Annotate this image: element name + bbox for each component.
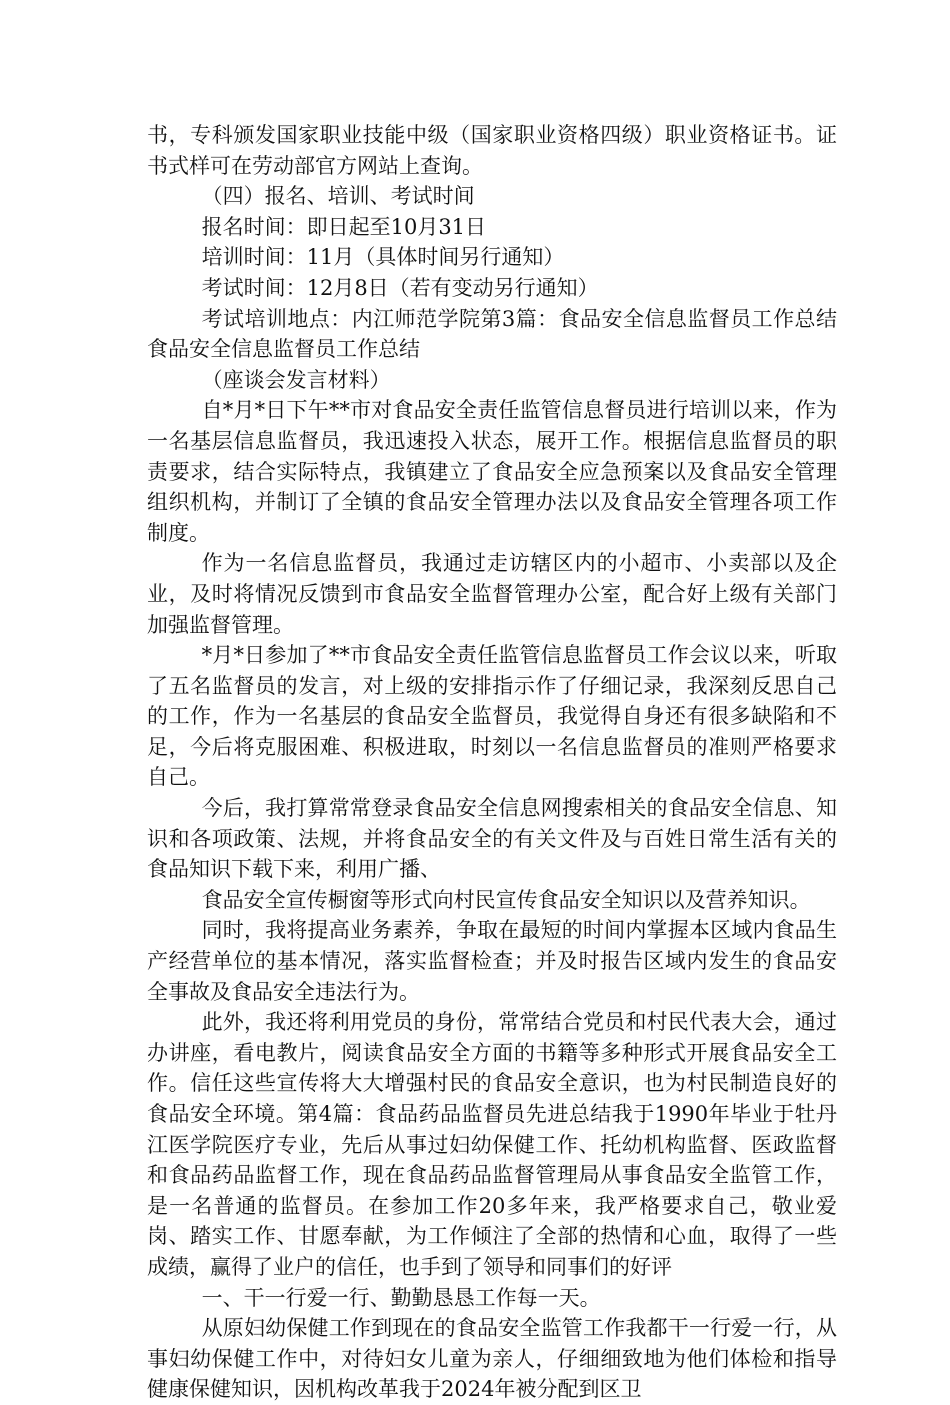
paragraph: 今后，我打算常常登录食品安全信息网搜索相关的食品安全信息、知识和各项政策、法规，并将食品安全的有关文件及与百姓日常生活有关的食品知识下载下来，利用广播、	[147, 796, 837, 882]
paragraph: 此外，我还将利用党员的身份，常常结合党员和村民代表大会，通过办讲座，看电教片，阅读食品安全方面的书籍等多种形式开展食品安全工作。信任这些宣传将大大增强村民的食品安全意识，也为村民制造良好的食品安全环境。第4篇：食品药品监督员先进总结我于1990年毕业于牡丹江医学院医疗专业，先后从事过妇幼保健工作、托幼机构监督、医政监督和食品药品监督工作，现在食品药品监督管理局从事食品安全监管工作，是一名普通的监督员。在参加工作20多年来，我严格要求自己，敬业爱岗、踏实工作、甘愿奉献，为工作倾注了全部的热情和心血，取得了一些成绩，赢得了业户的信任，也手到了领导和同事们的好评	[147, 1010, 837, 1279]
paragraph: 书，专科颁发国家职业技能中级（国家职业资格四级）职业资格证书。证书式样可在劳动部官方网站上查询。	[147, 123, 837, 178]
paragraph: 考试时间：12月8日（若有变动另行通知）	[201, 275, 599, 300]
document-body	[147, 120, 837, 1405]
paragraph: 一、干一行爱一行、勤勤恳恳工作每一天。	[201, 1285, 601, 1310]
paragraph: 从原妇幼保健工作到现在的食品安全监管工作我都干一行爱一行，从事妇幼保健工作中，对待妇女儿童为亲人，仔细细致地为他们体检和指导健康保健知识，因机构改革我于2024年被分配到区卫	[147, 1316, 837, 1402]
paragraph: 同时，我将提高业务素养，争取在最短的时间内掌握本区域内食品生产经营单位的基本情况，落实监督检查；并及时报告区域内发生的食品安全事故及食品安全违法行为。	[147, 918, 837, 1004]
paragraph: 作为一名信息监督员，我通过走访辖区内的小超市、小卖部以及企业，及时将情况反馈到市食品安全监督管理办公室，配合好上级有关部门加强监督管理。	[147, 551, 837, 637]
paragraph: （座谈会发言材料）	[201, 367, 391, 392]
paragraph: 考试培训地点：内江师范学院第3篇：食品安全信息监督员工作总结食品安全信息监督员工作总结	[147, 306, 837, 362]
paragraph: 食品安全宣传橱窗等形式向村民宣传食品安全知识以及营养知识。	[201, 887, 811, 912]
paragraph: 报名时间：即日起至10月31日	[201, 214, 487, 239]
paragraph: *月*日参加了**市食品安全责任监管信息监督员工作会议以来，听取了五名监督员的发言，对上级的安排指示作了仔细记录，我深刻反思自己的工作，作为一名基层的食品安全监督员，我觉得自身还有很多缺陷和不足，今后将克服困难、积极进取，时刻以一名信息监督员的准则严格要求自己。	[147, 643, 837, 790]
paragraph: 培训时间：11月（具体时间另行通知）	[201, 245, 565, 270]
paragraph: 自*月*日下午**市对食品安全责任监管信息督员进行培训以来，作为一名基层信息监督员，我迅速投入状态，展开工作。根据信息监督员的职责要求，结合实际特点，我镇建立了食品安全应急预案以及食品安全管理组织机构，并制订了全镇的食品安全管理办法以及食品安全管理各项工作制度。	[147, 398, 837, 545]
paragraph: （四）报名、培训、考试时间	[201, 184, 475, 209]
